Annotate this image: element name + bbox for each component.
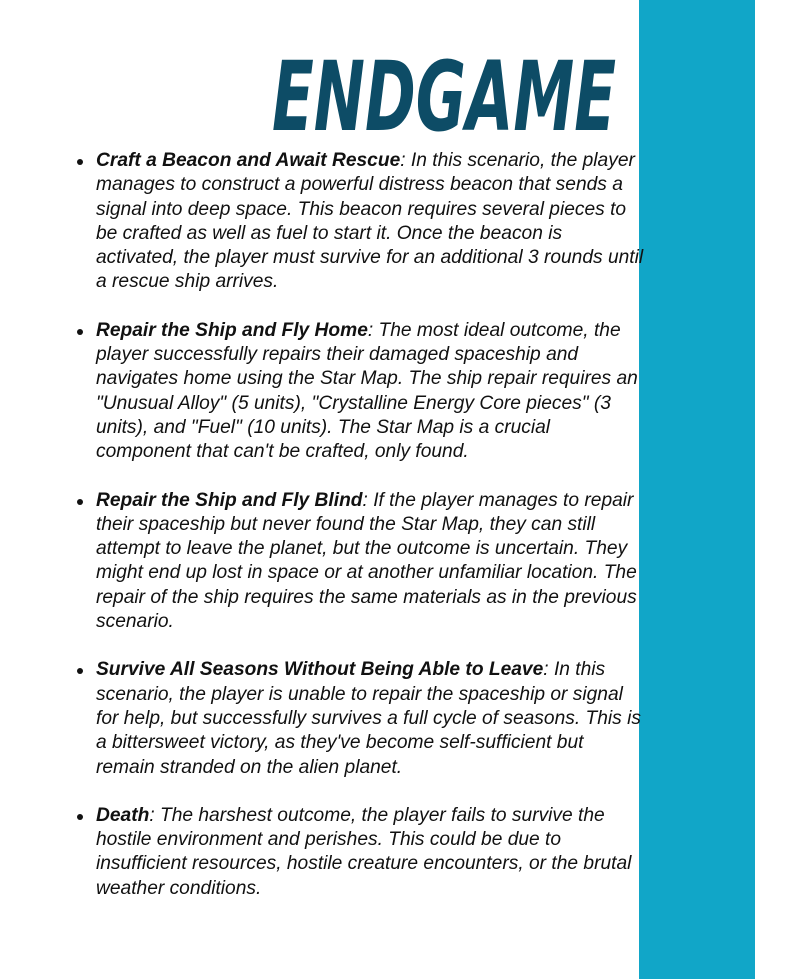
item-title: Craft a Beacon and Await Rescue [96,150,401,171]
page-title-text: ENDGAME [272,41,616,153]
item-text: : If the player manages to repair their spaceship but never found the Star Map, they can still attempt to leave the planet, but the outcome is uncertain. They might end up lost in space or at another unfamiliar location. The repair of the ship requires the same materials as in the previous scenario. [96,489,637,633]
item-text: : The harshest outcome, the player fails to survive the hostile environment and perishes. This could be due to insufficient resources, hostile creature encounters, or the brutal weather conditions. [96,804,632,899]
list-item-beacon [72,149,644,295]
item-text: : In this scenario, the player is unable to repair the spaceship or signal for help, but successfully survives a full cycle of seasons. This is a bittersweet victory, as they've become self-sufficient but remain stranded on the alien planet. [96,659,641,778]
accent-side-bar [639,0,755,979]
list-item-fly-home [72,319,644,465]
endgame-list [72,149,644,925]
list-item-death [72,804,644,901]
item-title: Repair the Ship and Fly Blind [96,489,363,511]
page-title [268,22,628,153]
item-title: Survive All Seasons Without Being Able to Leave [96,659,544,681]
item-text: : The most ideal outcome, the player successfully repairs their damaged spaceship and navigates home using the Star Map. The ship repair requires an "Unusual Alloy" (5 units), "Crystalline Energy Core pieces" (3 units), and "Fuel" (10 units). The Star Map is a crucial component that can't be crafted, only found. [96,319,638,463]
list-item-survive-seasons [72,658,644,779]
bullet-icon [77,329,83,335]
item-title: Repair the Ship and Fly Home [96,319,368,341]
bullet-icon [77,159,83,165]
bullet-icon [77,814,83,820]
list-item-fly-blind [72,489,644,635]
item-title: Death [96,804,150,826]
bullet-icon [77,668,83,674]
bullet-icon [77,499,83,505]
item-text: : In this scenario, the player manages to construct a powerful distress beacon that sends a signal into deep space. This beacon requires several pieces to be crafted as well as fuel to start it. Once the beacon is activated, the player must survive for an additional 3 rounds until a rescue ship arrives. [96,150,644,293]
